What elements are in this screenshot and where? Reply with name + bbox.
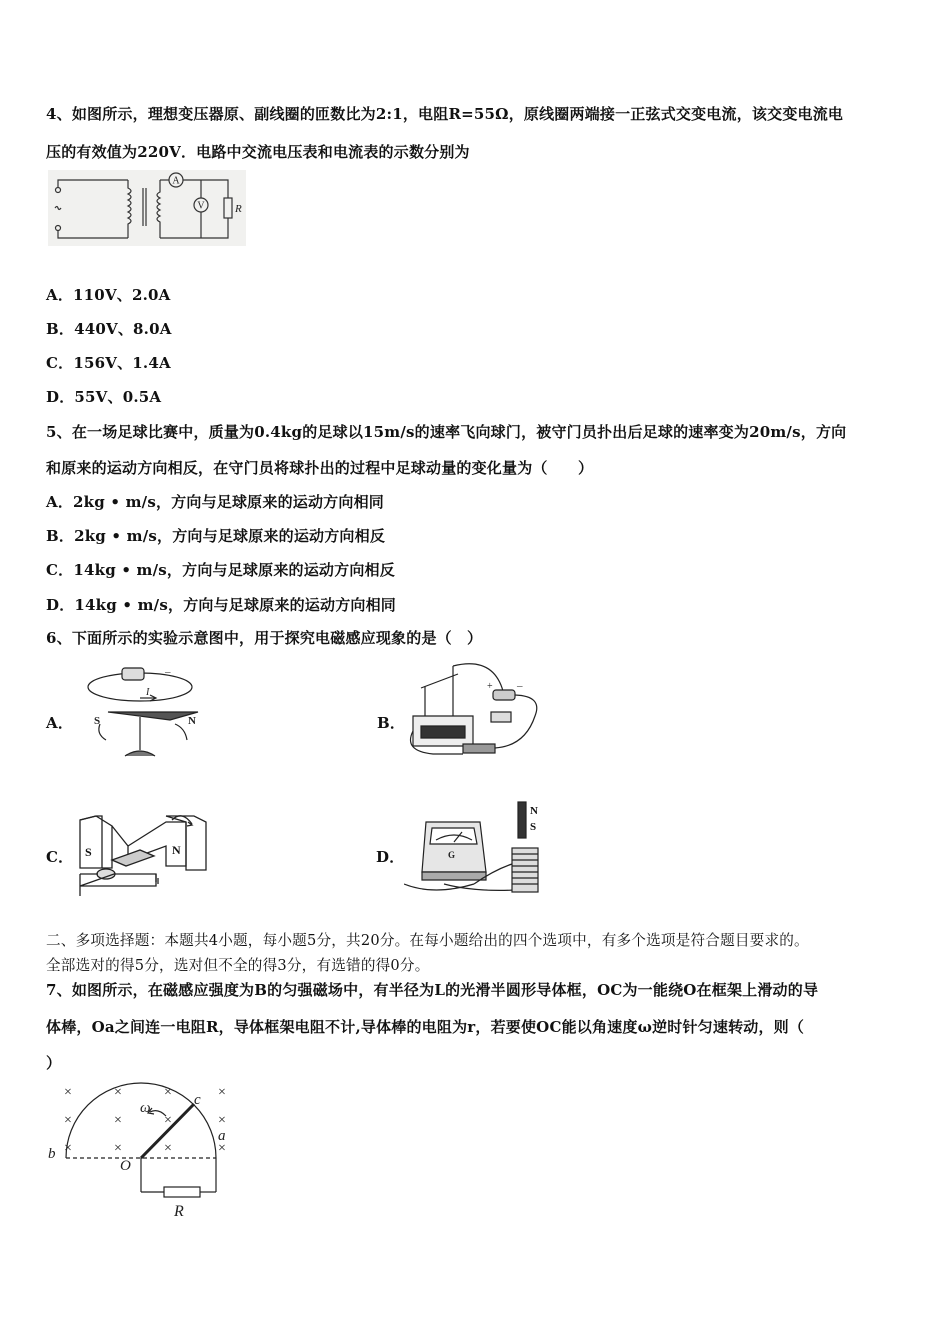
q4-transformer-figure [48,170,246,246]
fig-a-minus-label: – [165,666,171,678]
q6-label-b: B． [377,714,406,732]
q6-figure-c [76,812,210,898]
oersted-experiment-diagram [80,662,205,762]
q6-figure-a [80,662,205,762]
transformer-circuit-diagram [48,170,246,246]
q4-option-d: D．55V、0.5A [46,388,162,406]
switch-icon [491,712,511,722]
induction-coil-diagram [404,800,549,900]
voltmeter-label: V [197,200,205,212]
point-b-label: b [48,1146,56,1162]
field-cross: × [114,1141,122,1156]
battery-icon [122,668,144,680]
section2-line1: 二、多项选择题：本题共4小题，每小题5分，共20分。在每小题给出的四个选项中，有多个选项是符合题目要求的。 [46,932,809,949]
bar-magnet-icon [518,802,526,838]
q5-option-b: B．2kg • m/s，方向与足球原来的运动方向相反 [46,527,386,545]
fig-b-minus-label: – [517,680,523,692]
field-cross: × [164,1085,172,1100]
fig-c-south-label: S [85,845,92,859]
omega-label: ω [140,1100,151,1116]
resistor-icon [164,1187,200,1197]
point-c-label: c [194,1092,201,1108]
q6-label-a: A． [46,714,74,732]
q5-stem-line1: 5、在一场足球比赛中，质量为0.4kg的足球以15m/s的速率飞向球门，被守门员扑出后足球的速率变为20m/s，方向 [46,423,847,441]
q6-figure-b [403,656,543,762]
rheostat-icon [463,744,495,753]
q6-label-c: C． [46,848,74,866]
battery-icon [493,690,515,700]
q5-option-c: C．14kg • m/s，方向与足球原来的运动方向相反 [46,561,395,579]
fig-d-south-label: S [530,821,537,833]
point-o-label: O [120,1158,131,1174]
field-cross: × [218,1141,226,1156]
resistor-label: R [235,203,242,215]
resistor-r-label: R [174,1203,184,1220]
q5-option-a: A．2kg • m/s，方向与足球原来的运动方向相同 [46,493,384,511]
field-cross: × [64,1113,72,1128]
motor-principle-diagram [403,656,543,762]
field-cross: × [114,1085,122,1100]
q4-stem-line1: 4、如图所示，理想变压器原、副线圈的匝数比为2:1，电阻R=55Ω，原线圈两端接一正弦式交变电流，该交变电流电 [46,105,844,123]
fig-a-current-label: I [146,687,150,698]
field-cross: × [218,1113,226,1128]
fig-a-north-label: N [188,715,196,727]
q4-option-a: A．110V、2.0A [46,286,171,304]
field-cross: × [164,1113,172,1128]
fig-d-north-label: N [530,805,538,817]
field-cross: × [218,1085,226,1100]
q7-stem-line3: ） [46,1054,62,1072]
q7-figure [44,1078,244,1223]
q5-stem-line2: 和原来的运动方向相反，在守门员将球扑出的过程中足球动量的变化量为（ ） [46,459,594,477]
field-cross: × [64,1085,72,1100]
fig-d-galvanometer-label: G [448,850,456,860]
q4-option-b: B．440V、8.0A [46,320,172,338]
field-cross: × [64,1141,72,1156]
generator-experiment-diagram [76,812,210,898]
point-a-label: a [218,1128,226,1144]
q4-option-c: C．156V、1.4A [46,354,171,372]
field-cross: × [164,1141,172,1156]
q7-stem-line2: 体棒，Oa之间连一电阻R，导体框架电阻不计,导体棒的电阻为r，若要使OC能以角速度ω逆时针匀速转动，则（ [46,1018,805,1036]
q6-figure-d [404,800,549,900]
ammeter-label: A [172,175,180,187]
rotating-rod-diagram [44,1078,244,1223]
q5-option-d: D．14kg • m/s，方向与足球原来的运动方向相同 [46,596,396,614]
fig-a-south-label: S [94,715,101,727]
field-cross: × [114,1113,122,1128]
q4-stem-line2: 压的有效值为220V．电路中交流电压表和电流表的示数分别为 [46,143,470,161]
fig-b-plus-label: + [487,681,493,692]
q6-label-d: D． [376,848,405,866]
section2-line2: 全部选对的得5分，选对但不全的得3分，有选错的得0分。 [46,957,430,974]
fig-c-north-label: N [172,843,181,857]
q6-stem: 6、下面所示的实验示意图中，用于探究电磁感应现象的是（ ） [46,629,483,647]
q7-stem-line1: 7、如图所示，在磁感应强度为B的匀强磁场中，有半径为L的光滑半圆形导体框，OC为一能绕O在框架上滑动的导 [46,981,819,999]
